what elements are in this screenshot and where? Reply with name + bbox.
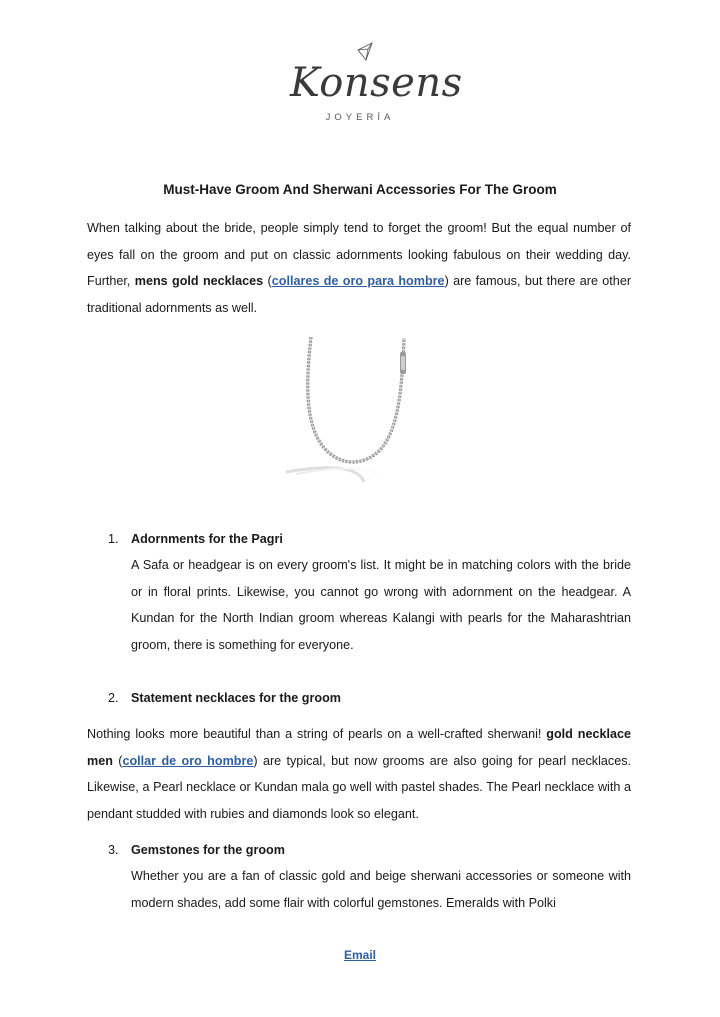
- necklace-image: [276, 332, 446, 482]
- email-link[interactable]: Email: [343, 948, 376, 962]
- logo-wordmark: Konsens: [290, 60, 463, 106]
- intro-bold-keyword: mens gold necklaces: [134, 274, 264, 288]
- statement-bold-keyword: gold necklace men: [87, 727, 631, 768]
- statement-paragraph: [87, 721, 631, 827]
- statement-text-after: ) are typical, but now grooms are also going for pearl necklaces. Likewise, a Pearl necklace or Kundan mala go well with pastel shades. The Pearl necklace with a pendant studded with rubies and diamonds look so elegant.: [87, 753, 631, 821]
- gem-outline-icon: [356, 42, 374, 62]
- list-body-3: Whether you are a fan of classic gold and beige sherwani accessories or someone with modern shades, add some flair with colorful gemstones. Emeralds with Polki: [131, 869, 631, 910]
- page-title: Must-Have Groom And Sherwani Accessories For The Groom: [163, 182, 557, 197]
- intro-paragraph: [87, 215, 631, 321]
- statement-link[interactable]: collar de oro hombre: [122, 753, 254, 768]
- intro-paren-open: (: [263, 274, 272, 288]
- logo-subtitle: JOYERÍA: [325, 112, 395, 123]
- intro-link[interactable]: collares de oro para hombre: [271, 274, 445, 288]
- list-body-1: A Safa or headgear is on every groom's list. It might be in matching colors with the bride or in floral prints. Likewise, you cannot go wrong with adornment on the headgear. A Kundan for the North Indian groom whereas Kalangi with pearls for the Maharashtrian groom, there is something for everyone.: [131, 558, 631, 652]
- footer: [0, 948, 720, 962]
- statement-paren-open: (: [112, 753, 123, 768]
- brand-logo: [290, 40, 463, 130]
- intro-text-after: ) are famous, but there are other traditional adornments as well.: [87, 274, 632, 315]
- statement-text: Nothing looks more beautiful than a string of pearls on a well-crafted sherwani!: [87, 727, 547, 741]
- list-number-2: 2.: [108, 691, 119, 705]
- list-heading-3: Gemstones for the groom: [131, 843, 285, 857]
- list-heading-1: Adornments for the Pagri: [131, 532, 283, 546]
- list-number-1: 1.: [108, 532, 119, 546]
- list-number-3: 3.: [108, 843, 119, 857]
- list-heading-2: Statement necklaces for the groom: [131, 691, 341, 705]
- intro-text: When talking about the bride, people simply tend to forget the groom! But the equal number of eyes fall on the groom and put on classic adornments looking fabulous on their wedding day. Further,: [87, 221, 631, 288]
